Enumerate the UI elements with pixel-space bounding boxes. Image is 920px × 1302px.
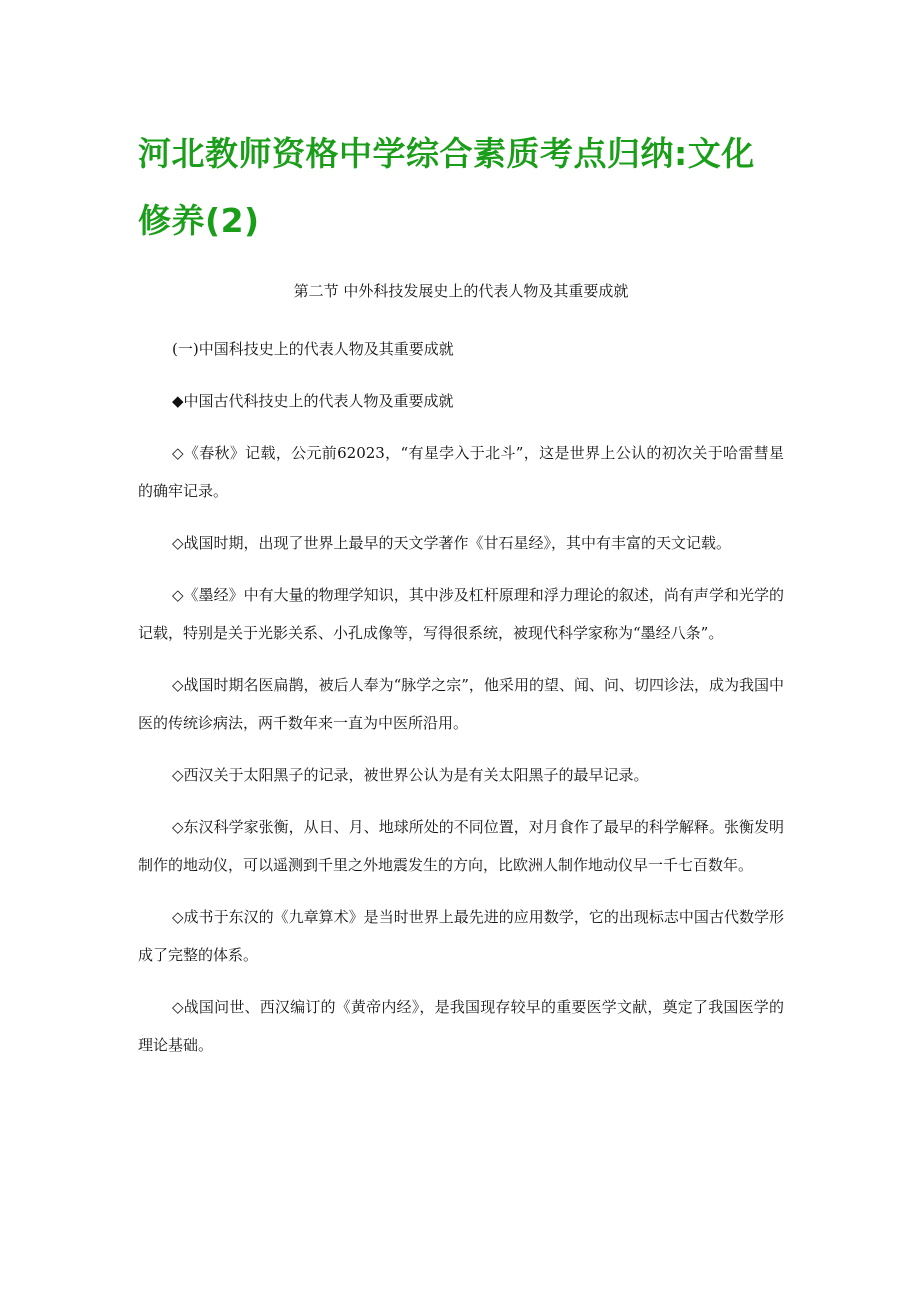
paragraph-subsection-heading: (一)中国科技史上的代表人物及其重要成就 (172, 340, 454, 358)
document-page (138, 120, 784, 1064)
paragraph-chunqiu-comet: ◇《春秋》记载，公元前62023，“有星孛入于北斗”，这是世界上公认的初次关于哈雷彗星的确牢记录。 (138, 444, 784, 500)
paragraph-huangdi-neijing: ◇战国问世、西汉编订的《黄帝内经》，是我国现存较早的重要医学文献，奠定了我国医学的理论基础。 (138, 998, 784, 1054)
section-heading: 第二节 中外科技发展史上的代表人物及其重要成就 (293, 282, 629, 300)
paragraph-jiuzhang-suanshu: ◇成书于东汉的《九章算术》是当时世界上最先进的应用数学，它的出现标志中国古代数学形成了完整的体系。 (138, 908, 784, 964)
paragraph-zhangheng: ◇东汉科学家张衡，从日、月、地球所处的不同位置，对月食作了最早的科学解释。张衡发明制作的地动仪，可以遥测到千里之外地震发生的方向，比欧洲人制作地动仪早一千七百数年。 (138, 818, 784, 874)
paragraph-ancient-heading: ◆中国古代科技史上的代表人物及重要成就 (172, 392, 454, 410)
paragraph-sunspots: ◇西汉关于太阳黑子的记录，被世界公认为是有关太阳黑子的最早记录。 (172, 766, 649, 784)
paragraph-ganshi-xingjing: ◇战国时期，出现了世界上最早的天文学著作《甘石星经》，其中有丰富的天文记载。 (172, 534, 732, 552)
paragraph-bianque: ◇战国时期名医扁鹊，被后人奉为“脉学之宗”，他采用的望、闻、问、切四诊法，成为我国中医的传统诊病法，两千数年来一直为中医所沿用。 (138, 676, 784, 732)
page-title: 河北教师资格中学综合素质考点归纳:文化修养(2) (138, 134, 755, 240)
paragraph-mojing: ◇《墨经》中有大量的物理学知识，其中涉及杠杆原理和浮力理论的叙述，尚有声学和光学的记载，特别是关于光影关系、小孔成像等，写得很系统，被现代科学家称为“墨经八条”。 (138, 586, 784, 642)
